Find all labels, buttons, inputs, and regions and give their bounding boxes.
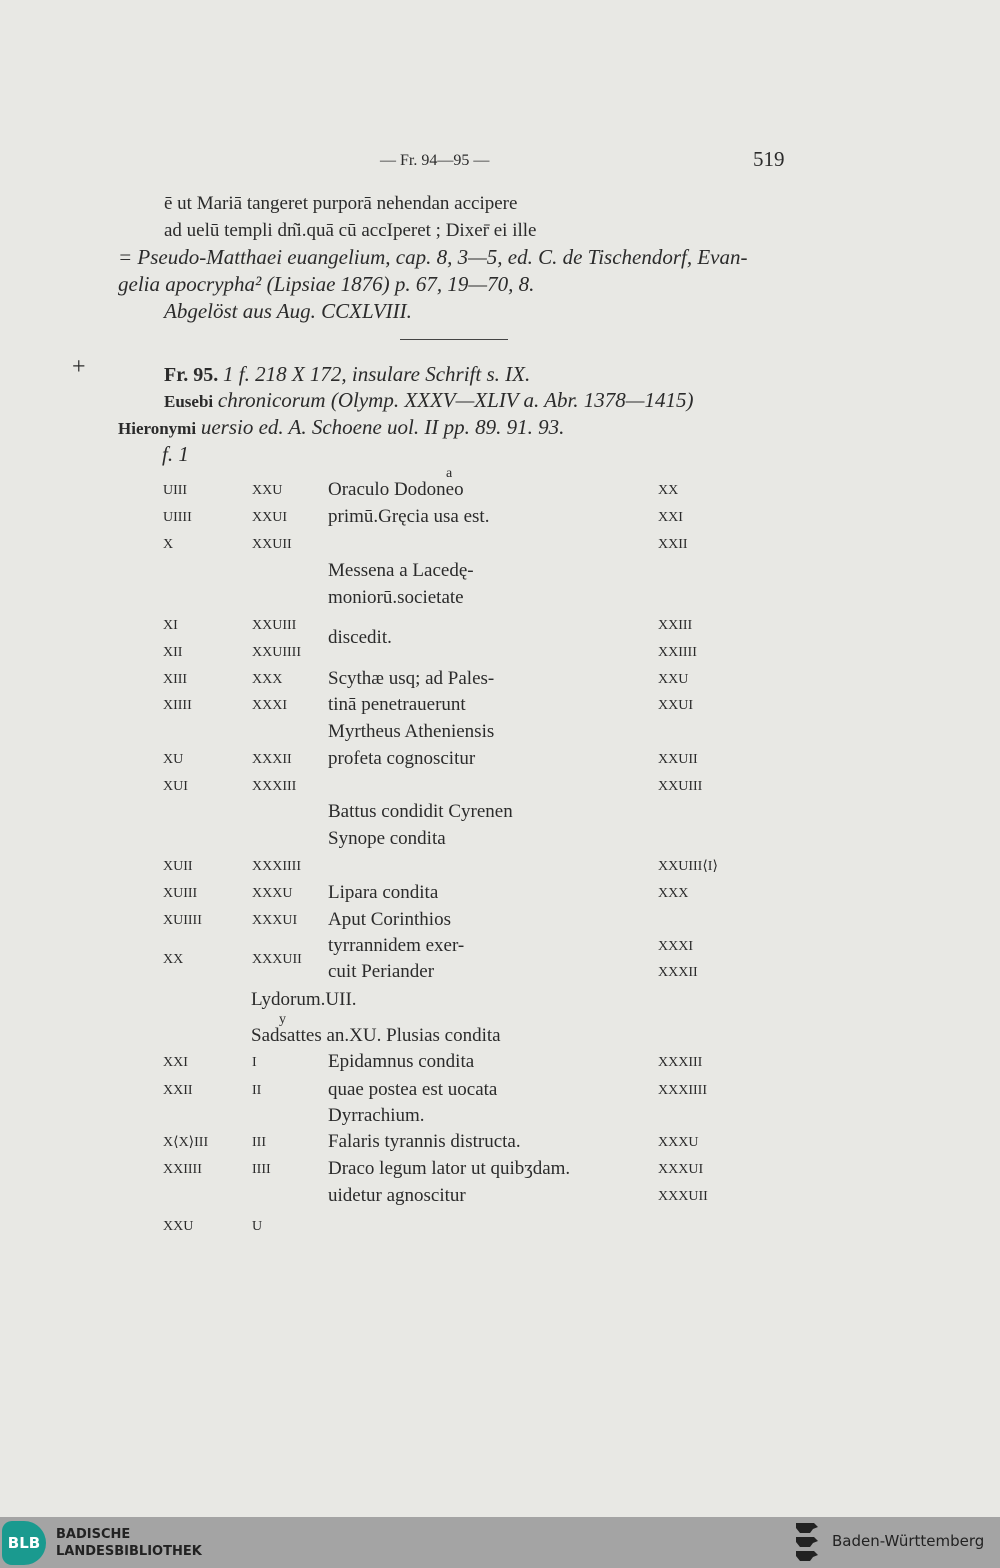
chronicle-entry: Dyrrachium.	[328, 1105, 425, 1126]
fragment-label: Fr. 95.	[164, 364, 219, 386]
olympiad-year: XII	[163, 645, 183, 660]
regnal-year: XXX	[252, 672, 283, 687]
table-wide-line	[251, 1012, 501, 1047]
olympiad-year: XXII	[163, 1083, 193, 1098]
regnal-year: XXUI	[252, 510, 287, 525]
text-line: ad uelū templi dn͂i.quā cū accIperet ; Dixer̄ ei ille	[164, 220, 537, 241]
olympiad-year: XXIIII	[163, 1162, 202, 1177]
regnal-year: XXXII	[252, 752, 292, 767]
chronicle-entry: discedit.	[328, 627, 392, 648]
olympiad-year: XIII	[163, 672, 188, 687]
abraham-year: XXUIII⟨I⟩	[658, 859, 718, 874]
regnal-year: XXXI	[252, 698, 287, 713]
chronicle-entry: moniorū.societate	[328, 587, 464, 608]
coat-of-arms-icon	[792, 1519, 822, 1565]
olympiad-year: X⟨X⟩III	[163, 1135, 209, 1150]
abraham-year: XXIIII	[658, 645, 697, 660]
abraham-year: XXII	[658, 537, 688, 552]
chronicle-entry: cuit Periander	[328, 961, 435, 982]
state-name: Baden-Württemberg	[832, 1532, 985, 1550]
section-divider	[400, 339, 508, 340]
regnal-year: XXXUII	[252, 952, 302, 967]
text-line: ē ut Mariā tangeret purporā nehendan accipere	[164, 193, 518, 214]
folio-label: f. 1	[162, 442, 189, 466]
olympiad-year: UIII	[163, 483, 188, 498]
superscript-letter: y	[279, 1012, 286, 1027]
olympiad-year: UIIII	[163, 510, 192, 525]
regnal-year: XXUIII	[252, 618, 297, 633]
olympiad-year: XUI	[163, 779, 188, 794]
table-wide-line: Lydorum.UII.	[251, 989, 357, 1010]
work-title: chronicorum (Olymp. XXXV—XLIV a. Abr. 1378—1415)	[217, 388, 694, 412]
olympiad-year: XIIII	[163, 698, 192, 713]
chronicle-entry: Scythæ usq; ad Pales-	[328, 668, 495, 689]
author-name: Hieronymi	[118, 419, 197, 438]
reference-line: = Pseudo-Matthaei euangelium, cap. 8, 3—5, ed. C. de Tischendorf, Evan-	[118, 245, 748, 269]
abraham-year: XXXIIII	[658, 1083, 707, 1098]
fragment-description: 1 f. 218 X 172, insulare Schrift s. IX.	[223, 362, 531, 386]
running-title: — Fr. 94—95 —	[380, 152, 490, 169]
olympiad-year: XXI	[163, 1055, 188, 1070]
olympiad-year: XXU	[163, 1219, 194, 1234]
abraham-year: XXIII	[658, 618, 693, 633]
fragment-heading	[164, 363, 530, 387]
olympiad-year: X	[163, 537, 174, 552]
abraham-year: XXXUII	[658, 1189, 708, 1204]
olympiad-year: XX	[163, 952, 184, 967]
olympiad-year: XI	[163, 618, 178, 633]
chronicle-entry: profeta cognoscitur	[328, 748, 476, 769]
margin-plus-mark: +	[72, 354, 86, 380]
regnal-year: U	[252, 1219, 263, 1234]
chronicle-entry: tyrrannidem exer-	[328, 935, 465, 956]
library-name-line: BADISCHE	[56, 1527, 131, 1542]
chronicle-entry: Myrtheus Atheniensis	[328, 721, 495, 742]
blb-logo: BLB	[2, 1521, 46, 1565]
olympiad-year: XU	[163, 752, 184, 767]
abraham-year: XXXIII	[658, 1055, 703, 1070]
text: Oraculo Dodoneo	[328, 479, 464, 500]
source-line	[164, 389, 693, 413]
author-name: Eusebi	[164, 392, 214, 411]
regnal-year: XXXU	[252, 886, 293, 901]
abraham-year: XXUIII	[658, 779, 703, 794]
regnal-year: XXUIIII	[252, 645, 301, 660]
olympiad-year: XUII	[163, 859, 193, 874]
regnal-year: XXU	[252, 483, 283, 498]
chronicle-entry: Battus condidit Cyrenen	[328, 801, 513, 822]
chronicle-entry: tinā penetrauerunt	[328, 694, 466, 715]
regnal-year: II	[252, 1083, 262, 1098]
provenance-note: Abgelöst aus Aug. CCXLVIII.	[164, 299, 412, 323]
abraham-year: XXXI	[658, 939, 693, 954]
text: Sadsattes an.XU. Plusias condita	[251, 1025, 501, 1046]
regnal-year: XXXUI	[252, 913, 298, 928]
abraham-year: XXU	[658, 672, 689, 687]
chronicle-entry: Messena a Lacedę-	[328, 560, 474, 581]
regnal-year: IIII	[252, 1162, 271, 1177]
chronicle-entry: Synope condita	[328, 828, 446, 849]
footer-bar	[0, 1517, 1000, 1568]
reference-line: gelia apocrypha² (Lipsiae 1876) p. 67, 19—70, 8.	[118, 272, 535, 296]
chronicle-entry: quae postea est uocata	[328, 1079, 498, 1100]
olympiad-year: XUIIII	[163, 913, 202, 928]
regnal-year: XXXIIII	[252, 859, 301, 874]
abraham-year: XXUII	[658, 752, 698, 767]
olympiad-year: XUIII	[163, 886, 198, 901]
library-name-line: LANDESBIBLIOTHEK	[56, 1544, 202, 1559]
chronicle-entry: Aput Corinthios	[328, 909, 451, 930]
chronicle-entry: Lipara condita	[328, 882, 439, 903]
regnal-year: I	[252, 1055, 257, 1070]
abraham-year: XXXII	[658, 965, 698, 980]
page-number: 519	[753, 147, 785, 171]
chronicle-entry: Draco legum lator ut quibʒdam.	[328, 1158, 571, 1179]
abraham-year: XXXUI	[658, 1162, 704, 1177]
abraham-year: XXI	[658, 510, 683, 525]
regnal-year: III	[252, 1135, 266, 1150]
chronicle-entry	[328, 466, 464, 501]
edition-reference: uersio ed. A. Schoene uol. II pp. 89. 91. 93.	[200, 415, 565, 439]
regnal-year: XXXIII	[252, 779, 297, 794]
source-line	[118, 416, 564, 440]
abraham-year: XXUI	[658, 698, 693, 713]
abraham-year: XX	[658, 483, 679, 498]
superscript-letter: a	[446, 466, 453, 481]
library-name	[56, 1526, 202, 1560]
regnal-year: XXUII	[252, 537, 292, 552]
abraham-year: XXX	[658, 886, 689, 901]
chronicle-entry: Falaris tyrannis distructa.	[328, 1131, 521, 1152]
chronicle-entry: Epidamnus condita	[328, 1051, 475, 1072]
chronicle-entry: primū.Gręcia usa est.	[328, 506, 490, 527]
chronicle-entry: uidetur agnoscitur	[328, 1185, 466, 1206]
abraham-year: XXXU	[658, 1135, 699, 1150]
